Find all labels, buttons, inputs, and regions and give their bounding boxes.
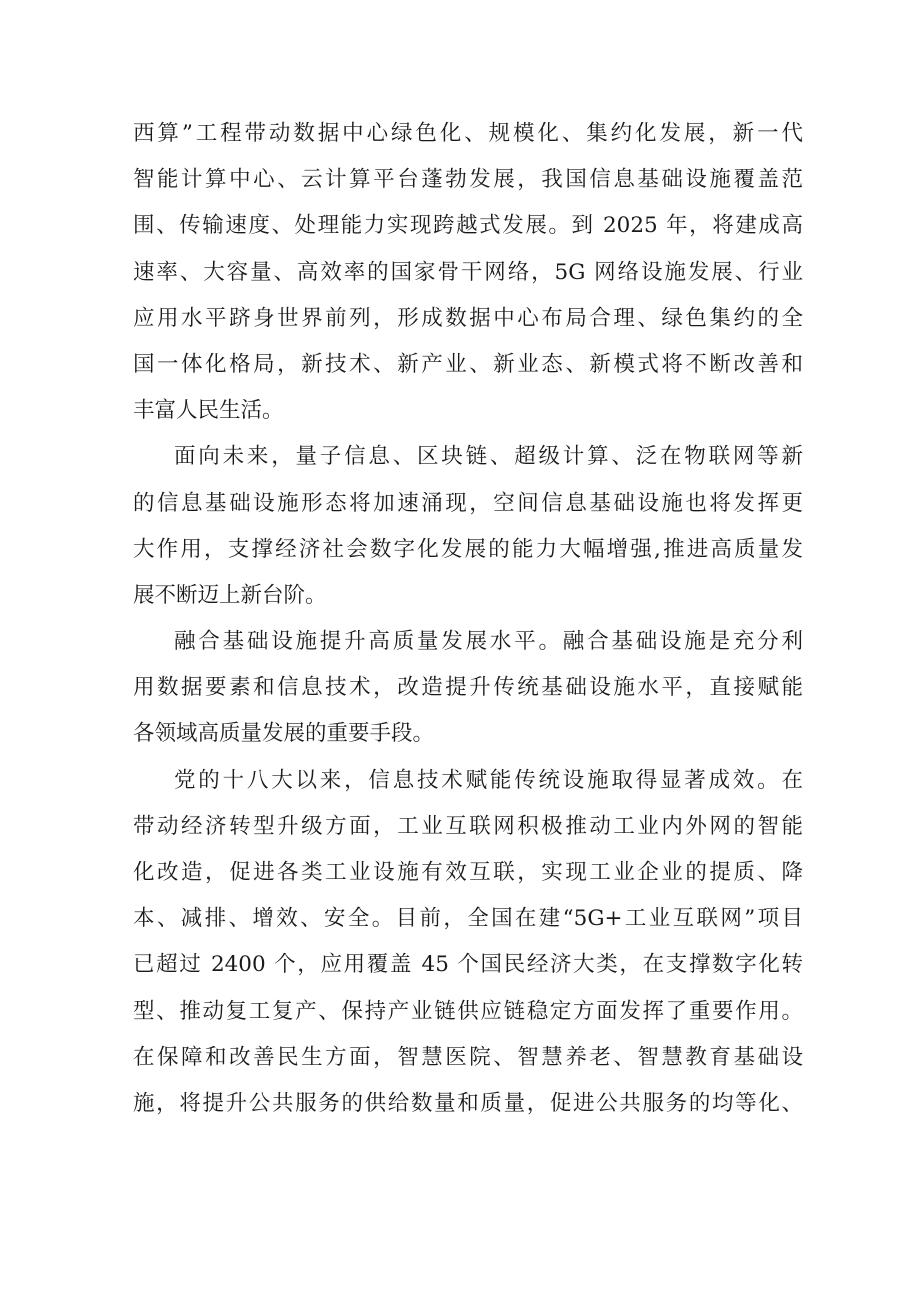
text-line: 国一体化格局，新技术、新产业、新业态、新模式将不断改善和: [133, 351, 803, 377]
text-line: 速率、大容量、高效率的国家骨干网络，5G 网络设施发展、行业: [133, 259, 803, 285]
text-line: 施，将提升公共服务的供给数量和质量，促进公共服务的均等化、: [133, 1090, 803, 1116]
text-line: 带动经济转型升级方面，工业互联网积极推动工业内外网的智能: [133, 813, 803, 839]
paragraph-first-line: 面向未来，量子信息、区块链、超级计算、泛在物联网等新: [174, 444, 803, 470]
text-line: 围、传输速度、处理能力实现跨越式发展。到 2025 年，将建成高: [133, 213, 803, 239]
text-line: 的信息基础设施形态将加速涌现，空间信息基础设施也将发挥更: [133, 490, 803, 516]
text-line: 各领域高质量发展的重要手段。: [133, 721, 435, 747]
paragraph-first-line: 党的十八大以来，信息技术赋能传统设施取得显著成效。在: [174, 767, 803, 793]
text-line: 在保障和改善民生方面，智慧医院、智慧养老、智慧教育基础设: [133, 1044, 803, 1070]
paragraph-first-line: 融合基础设施提升高质量发展水平。融合基础设施是充分利: [174, 629, 803, 655]
text-line: 用数据要素和信息技术，改造提升传统基础设施水平，直接赋能: [133, 675, 803, 701]
text-line: 已超过 2400 个，应用覆盖 45 个国民经济大类，在支撑数字化转: [133, 952, 803, 978]
text-line: 丰富人民生活。: [133, 398, 284, 424]
text-line: 智能计算中心、云计算平台蓬勃发展，我国信息基础设施覆盖范: [133, 167, 803, 193]
text-line: 应用水平跻身世界前列，形成数据中心布局合理、绿色集约的全: [133, 305, 803, 331]
text-line: 大作用，支撑经济社会数字化发展的能力大幅增强,推进高质量发: [133, 536, 803, 562]
text-line: 西算”工程带动数据中心绿色化、规模化、集约化发展，新一代: [133, 121, 803, 146]
text-line: 本、减排、增效、安全。目前，全国在建“5G+工业互联网”项目: [133, 906, 803, 932]
text-line: 化改造，促进各类工业设施有效互联，实现工业企业的提质、降: [133, 860, 803, 885]
text-line: 展不断迈上新台阶。: [133, 582, 327, 608]
text-line: 型、推动复工复产、保持产业链供应链稳定方面发挥了重要作用。: [133, 998, 803, 1024]
document-body: [133, 111, 803, 1127]
